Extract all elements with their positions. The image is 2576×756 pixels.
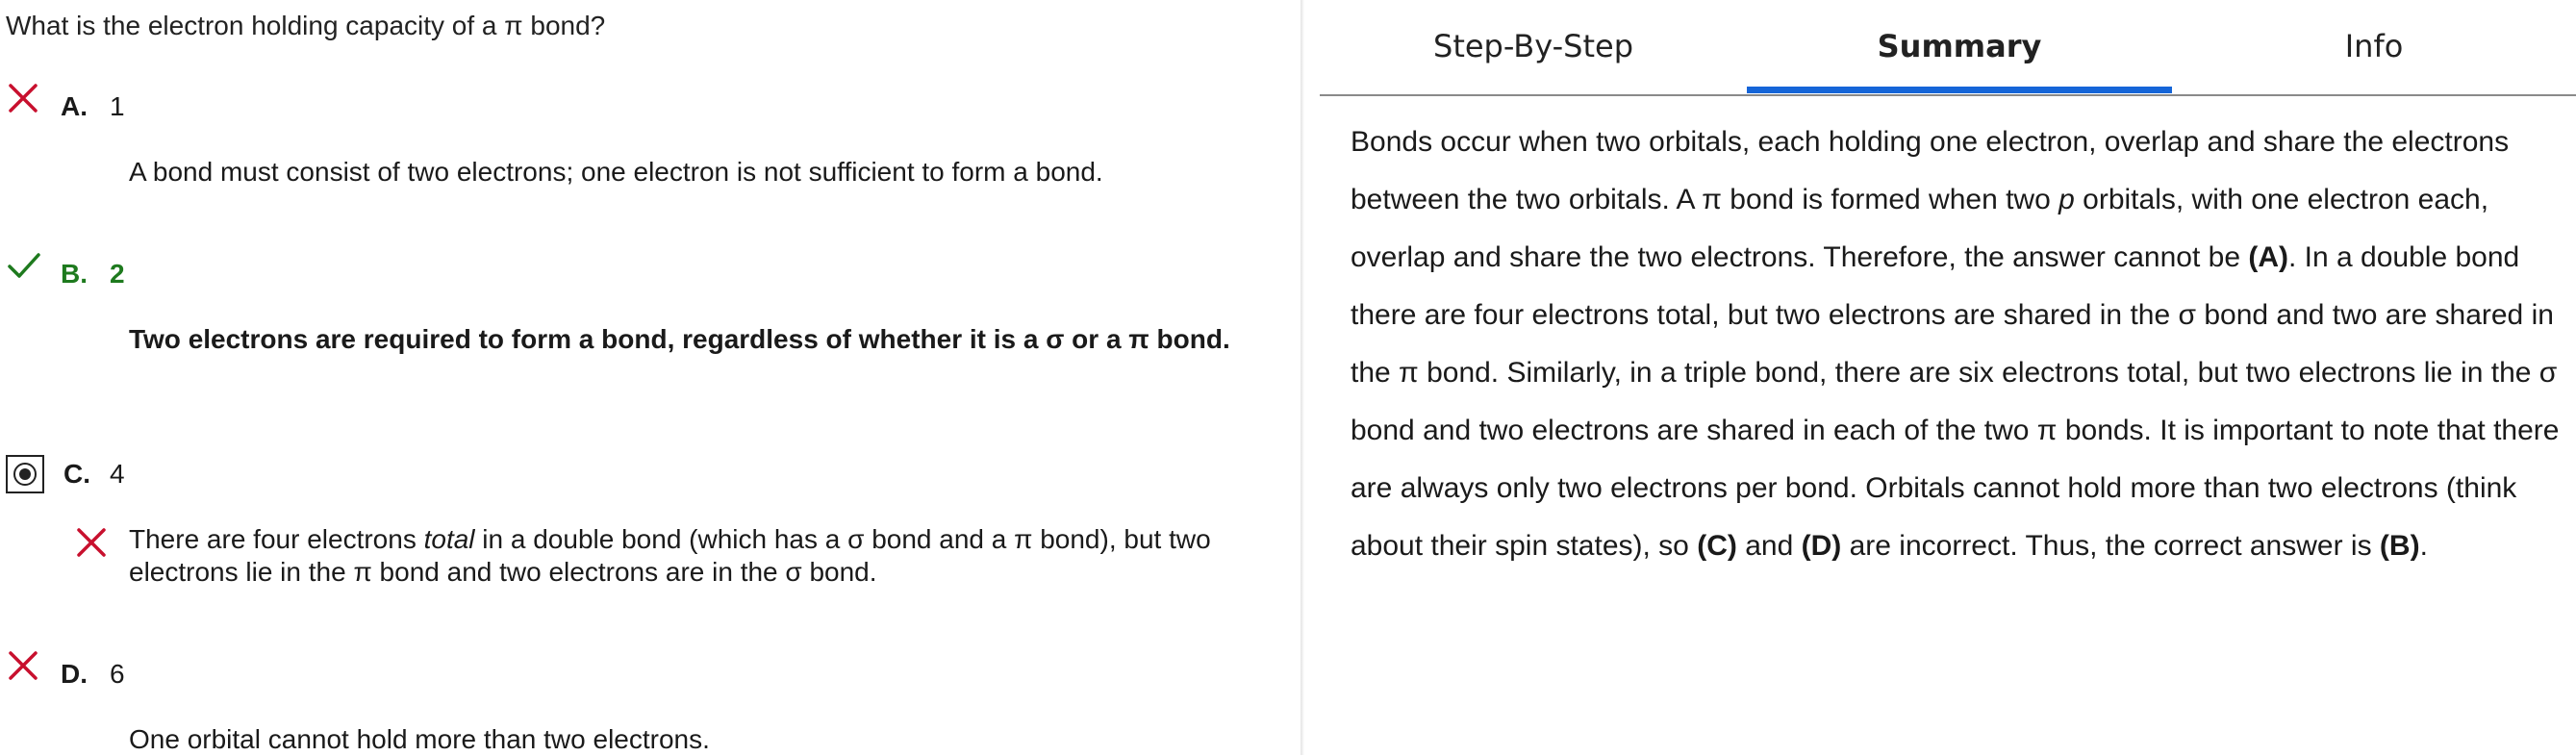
- option-a-value[interactable]: 1: [110, 91, 125, 121]
- tab-step-by-step[interactable]: Step-By-Step: [1433, 28, 1633, 64]
- option-d-value[interactable]: 6: [110, 659, 125, 689]
- summary-part: orbitals, with one electron each, overlap and share the two electrons. Therefore, the answer cannot be: [1351, 184, 2489, 273]
- summary-part: . In a double bond there are four electrons total, but two electrons are shared in the σ bond and two are shared in the π bond. Similarly, in a triple bond, there are six electrons total, but two electrons lie in the σ bond and two electrons are shared in each of the two π bonds. It is important to note that there are always only two electrons per bond. Orbitals cannot hold more than two electrons (think about their spin states), so: [1351, 241, 2560, 562]
- summary-text: [1351, 113, 2572, 575]
- x-icon: [7, 82, 41, 116]
- explanation-panel: [1320, 0, 2576, 755]
- option-c-letter: C.: [63, 459, 90, 489]
- option-d-letter: D.: [61, 659, 88, 689]
- summary-bold: (C): [1697, 530, 1737, 562]
- summary-part: and: [1736, 530, 1802, 562]
- radio-dot: [19, 468, 31, 480]
- radio-selected-icon[interactable]: [6, 455, 44, 493]
- summary-emphasis: p: [2058, 184, 2075, 215]
- active-tab-indicator: [1747, 87, 2172, 93]
- check-icon: [7, 248, 41, 283]
- option-c-explanation: [129, 523, 1245, 589]
- option-c-value[interactable]: 4: [110, 459, 125, 489]
- tab-bar: [1320, 0, 2576, 96]
- summary-bold: (A): [2248, 241, 2288, 273]
- option-b-explanation: Two electrons are required to form a bond, regardless of whether it is a σ or a π bond.: [129, 324, 1230, 354]
- x-icon: [7, 649, 41, 684]
- summary-bold: (B): [2379, 530, 2420, 562]
- option-b-letter: B.: [61, 259, 88, 289]
- summary-part: Bonds occur when two orbitals, each holding one electron, overlap and share the electrons between the two orbitals. A π bond is formed when two: [1351, 126, 2510, 215]
- summary-part: .: [2419, 530, 2428, 562]
- question-text: What is the electron holding capacity of a π bond?: [6, 11, 606, 40]
- option-a-letter: A.: [61, 91, 88, 121]
- summary-bold: (D): [1801, 530, 1842, 562]
- panel-divider: [1301, 0, 1304, 755]
- option-c-explanation-part: There are four electrons: [129, 524, 424, 554]
- tab-summary[interactable]: Summary: [1877, 28, 2042, 64]
- option-a-explanation: A bond must consist of two electrons; one electron is not sufficient to form a bond.: [129, 157, 1103, 187]
- option-c-explanation-part: in a double bond (which has a σ bond and a π bond), but two electrons lie in the π bond and two electrons are in the σ bond.: [129, 524, 1211, 587]
- x-icon: [75, 526, 110, 561]
- summary-part: are incorrect. Thus, the correct answer is: [1841, 530, 2380, 562]
- option-d-explanation: One orbital cannot hold more than two electrons.: [129, 724, 710, 754]
- radio-outer: [13, 463, 37, 486]
- option-c-explanation-emphasis: total: [423, 524, 475, 554]
- option-b-value[interactable]: 2: [110, 259, 125, 289]
- tab-info[interactable]: Info: [2344, 28, 2404, 64]
